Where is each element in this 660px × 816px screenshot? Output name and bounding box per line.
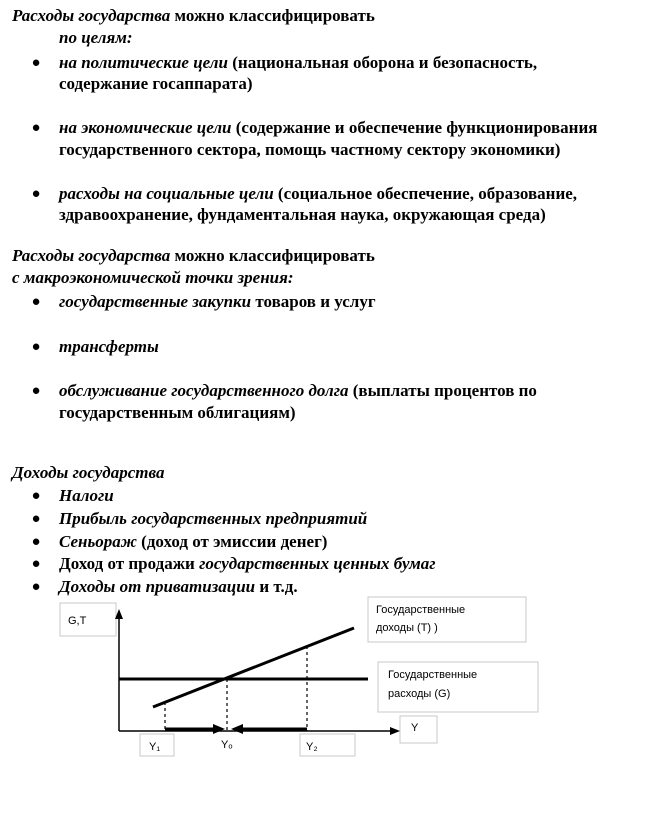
section1-heading-rest: можно классифицировать bbox=[170, 6, 375, 25]
item-em: расходы на социальные цели bbox=[59, 184, 274, 203]
x-axis-label: Y bbox=[411, 722, 419, 734]
y1-label: Y₁ bbox=[149, 741, 161, 753]
bullet-icon: ● bbox=[31, 383, 41, 399]
item-em: трансферты bbox=[59, 337, 159, 356]
x-axis-label-box bbox=[400, 716, 437, 743]
section2-heading-term: Расходы государства bbox=[12, 246, 171, 265]
revenue-label-line1: Государственные bbox=[376, 604, 466, 616]
item-em: на экономические цели bbox=[59, 118, 232, 137]
revenue-line bbox=[153, 628, 354, 707]
item-em: обслуживание государственного долга bbox=[59, 381, 349, 400]
bullet-icon: ● bbox=[31, 556, 41, 572]
item-em: Доходы от приватизации bbox=[59, 577, 256, 596]
item-rest: и т.д. bbox=[255, 577, 298, 596]
bullet-icon: ● bbox=[31, 55, 41, 71]
spending-label-line2: расходы (G) bbox=[388, 688, 451, 700]
section1-item-3-line2: здравоохранение, фундаментальная наука, окружающая среда) bbox=[59, 205, 546, 224]
item-rest: (выплаты процентов по bbox=[348, 381, 537, 400]
left-arrow-icon bbox=[231, 724, 243, 734]
item-rest: товаров и услуг bbox=[251, 292, 376, 311]
section3-item-1: Налоги bbox=[59, 486, 114, 505]
bullet-icon: ● bbox=[31, 339, 41, 355]
item-rest: (содержание и обеспечение функционирования bbox=[231, 118, 598, 137]
revenue-label-line2: доходы (T) ) bbox=[376, 622, 438, 634]
section2-item-3-line2: государственным облигациям) bbox=[59, 403, 296, 422]
item-em: государственных ценных бумаг bbox=[199, 554, 436, 573]
item-em: на политические цели bbox=[59, 53, 228, 72]
item-pre: Доход от продажи bbox=[59, 554, 200, 573]
section2-heading-rest: можно классифицировать bbox=[170, 246, 375, 265]
section3-heading: Доходы государства bbox=[12, 463, 165, 482]
bullet-icon: ● bbox=[31, 511, 41, 527]
x-axis-arrow-icon bbox=[390, 727, 400, 735]
y2-label: Y₂ bbox=[306, 741, 318, 753]
spending-label-line1: Государственные bbox=[388, 669, 478, 681]
section2-subheading: с макроэкономической точки зрения: bbox=[12, 268, 294, 287]
item-em: Сеньораж bbox=[59, 532, 137, 551]
y-axis-label: G,T bbox=[68, 615, 87, 627]
section1-subheading: по целям: bbox=[59, 28, 133, 47]
bullet-icon: ● bbox=[31, 579, 41, 595]
bullet-icon: ● bbox=[31, 488, 41, 504]
right-arrow-icon bbox=[213, 724, 225, 734]
section1-item-1-line2: содержание госаппарата) bbox=[59, 74, 253, 93]
section1-heading-term: Расходы государства bbox=[12, 6, 171, 25]
item-rest: (доход от эмиссии денег) bbox=[136, 532, 328, 551]
item-em: государственные закупки bbox=[59, 292, 252, 311]
item-rest: (национальная оборона и безопасность, bbox=[228, 53, 538, 72]
item-rest: (социальное обеспечение, образование, bbox=[273, 184, 578, 203]
y0-label: Yₒ bbox=[221, 739, 233, 751]
bullet-icon: ● bbox=[31, 120, 41, 136]
bullet-icon: ● bbox=[31, 186, 41, 202]
section3-item-2: Прибыль государственных предприятий bbox=[59, 509, 368, 528]
bullet-icon: ● bbox=[31, 534, 41, 550]
bullet-icon: ● bbox=[31, 294, 41, 310]
section1-item-2-line2: государственного сектора, помощь частному сектору экономики) bbox=[59, 140, 561, 159]
